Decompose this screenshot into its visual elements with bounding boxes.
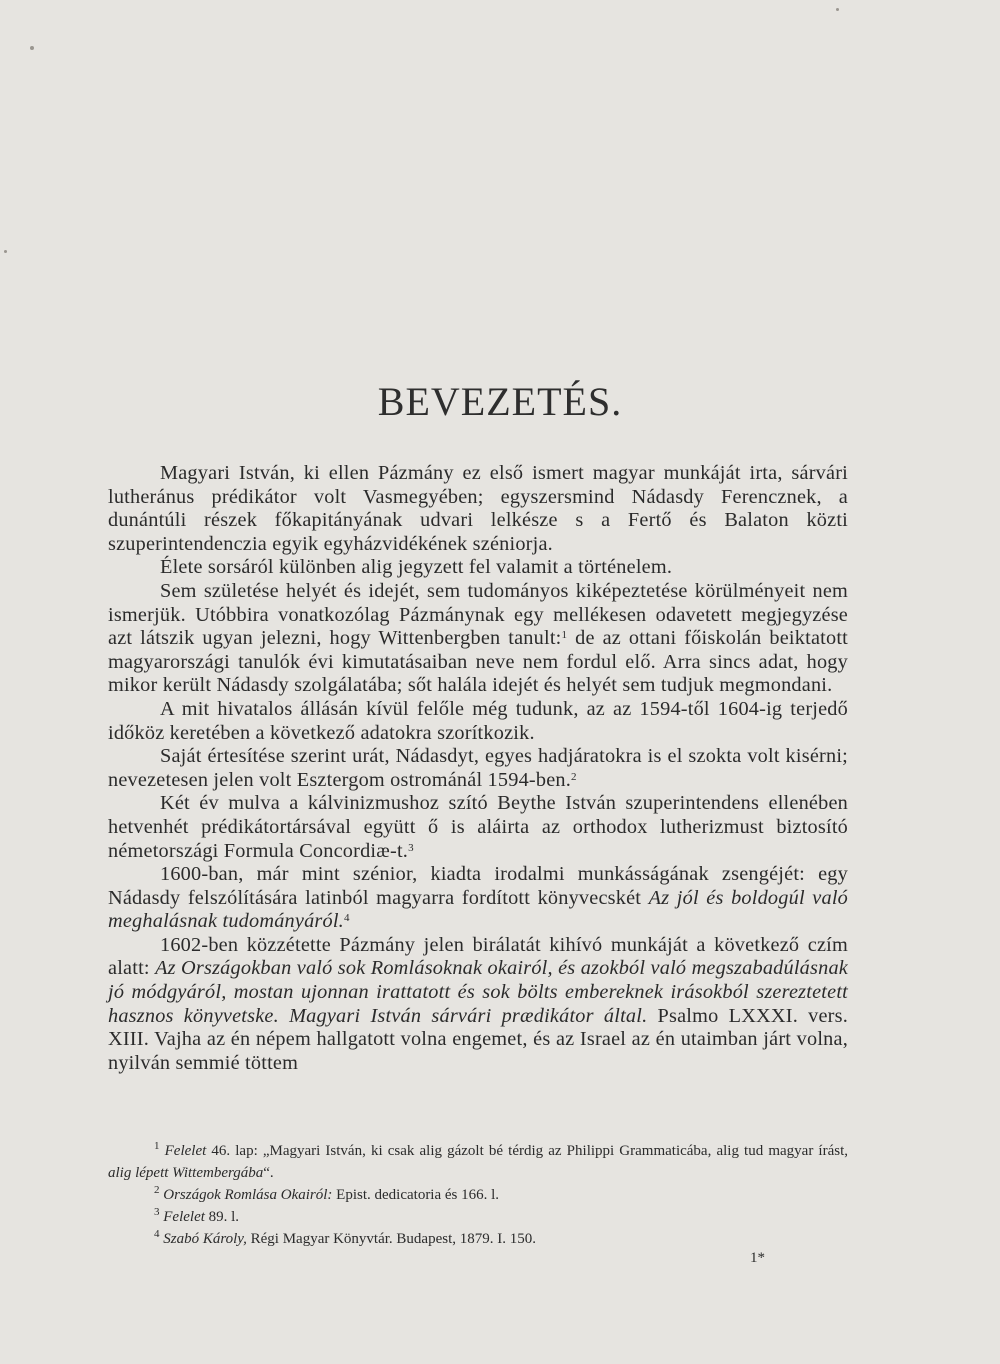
paragraph-2: Élete sorsáról különben alig jegyzett fel valamit a történelem. xyxy=(160,556,673,579)
footnote-ref: 1 xyxy=(561,629,568,642)
footnotes xyxy=(108,1140,848,1250)
footnote-number: 3 xyxy=(154,1206,160,1218)
paper-speck xyxy=(836,8,839,11)
page-title: BEVEZETÉS. xyxy=(377,379,623,424)
paragraph-3: Sem születése helyét és idejét, sem tudományos kiképeztetése körülményeit nem ismerjük. Utóbbira vonatkozólag Pázmánynak egy mellékesen odavetett megjegyzése azt látszik ugyan jelezni, hogy Wittenbergben tanult:$^1$ de az ottani főiskolán beiktatott magyarországi tanulók évi kimutatásaiban neve nem fordul elő. Arra sincs adat, hogy mikor került Nádasdy szolgálatába; sőt halála idejét és helyét sem tudjuk megmondani. xyxy=(108,579,848,697)
footnote-1: $^1$ Felelet 46. lap: „Magyari István, ki csak alig gázolt bé térdig az Philippi Grammaticába, alig tud magyar írást, alig lépett Wittembergába“. xyxy=(108,1140,849,1181)
footnote-2: $^2$ Országok Romlása Okairól: Epist. dedicatoria és 166. l. xyxy=(154,1184,500,1203)
footnote-4: $^4$ Szabó Károly, Régi Magyar Könyvtár. Budapest, 1879. I. 150. xyxy=(154,1228,536,1247)
footnote-number: 2 xyxy=(154,1184,160,1196)
book-title: Az Országokban való sok Romlásoknak okairól, és azokból való megszabadúlásnak jó módgyáról, mostan ujonnan irattatott és sok bölts embereknek irásokból szereztetett hasznos könyvetske. Magyari István sárvári prædikátor által. xyxy=(108,957,848,1027)
paragraph-4: A mit hivatalos állásán kívül felőle még tudunk, az az 1594-től 1604-ig terjedő időköz keretében a következő adatokra szorítkozik. xyxy=(108,697,848,744)
main-text xyxy=(108,462,848,1075)
book-title: Az jól és boldogúl való meghalásnak tudományáról. xyxy=(108,886,848,933)
footnote-3: $^3$ Felelet 89. l. xyxy=(154,1206,240,1225)
paragraph-5: Saját értesítése szerint urát, Nádasdyt, egyes hadjáratokra is el szokta volt kisérni; nevezetesen jelen volt Esztergom ostrománál 1594-ben.$^2$ xyxy=(108,745,848,791)
footnote-ref: 3 xyxy=(408,841,414,854)
paragraph-8: 1602-ben közzétette Pázmány jelen birálatát kihívó munkáját a következő czím alatt: Az Országokban való sok Romlásoknak okairól, és azokból való megszabadúlásnak jó módgyáról, mostan ujonnan irattatott és sok bölts embereknek irásokból szereztetett hasznos könyvetske. Magyari István sárvári prædikátor által. Psalmo LXXXI. vers. XIII. Vajha az én népem hallgatott volna engemet, és az Israel az én utaimban járt volna, nyilván semmié töttem xyxy=(108,933,848,1074)
paper-speck xyxy=(30,46,34,50)
footnote-number: 1 xyxy=(154,1140,160,1152)
signature-mark: 1* xyxy=(750,1250,765,1266)
footnote-number: 4 xyxy=(154,1228,160,1240)
paragraph-7: 1600-ban, már mint szénior, kiadta irodalmi munkásságának zsengéjét: egy Nádasdy felszólítására latinból magyarra fordított könyvecskét Az jól és boldogúl való meghalásnak tudományáról.$^4$ xyxy=(108,863,848,933)
paragraph-1: Magyari István, ki ellen Pázmány ez első ismert magyar munkáját irta, sárvári lutheránus prédikátor volt Vasmegyében; egyszersmind Nádasdy Ferencznek, a dunántúli részek főkapitányának udvari lelkésze s a Fertő és Balaton közti szuperintendenczia egyik egyházvidékének széniorja. xyxy=(108,462,848,555)
paragraph-6: Két év mulva a kálvinizmushoz szító Beythe István szuperintendens ellenében hetvenhét prédikátortársával együtt ő is aláirta az orthodox lutherizmust biztosító németországi Formula Concordiæ-t.$^3$ xyxy=(108,792,848,862)
paper-speck xyxy=(4,250,7,253)
footnote-ref: 4 xyxy=(343,912,350,925)
footnote-ref: 2 xyxy=(571,770,577,783)
